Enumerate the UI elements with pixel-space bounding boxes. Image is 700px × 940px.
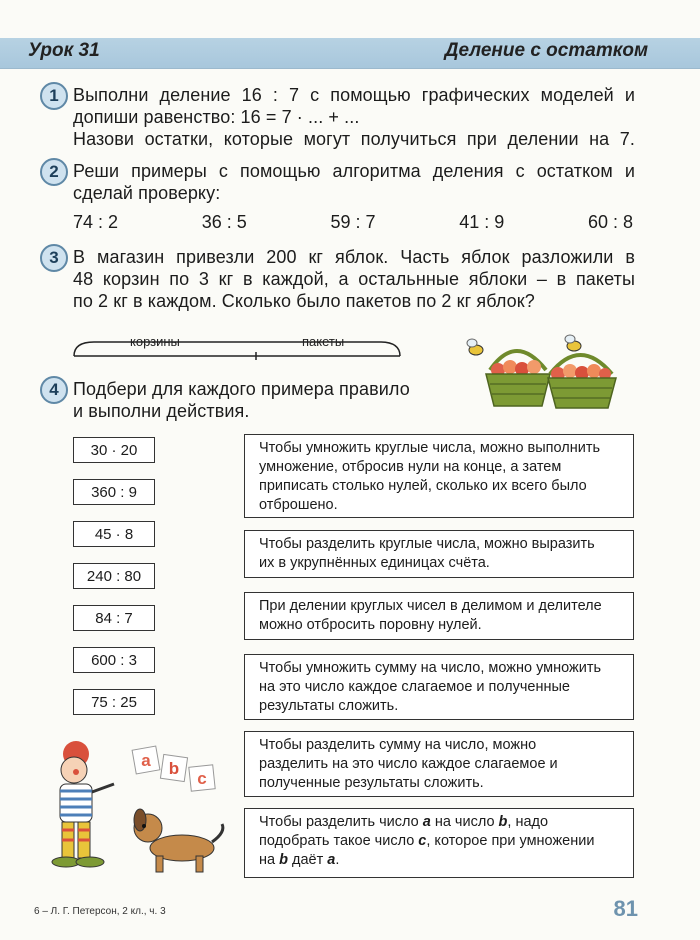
task-number-3: 3 xyxy=(40,244,68,272)
page-number: 81 xyxy=(613,896,638,921)
rule-text-line: Чтобы разделить сумму на число, можно xyxy=(259,737,537,753)
rule-box-4 xyxy=(244,654,634,720)
rule-box-3 xyxy=(244,592,634,640)
rule-text-line: При делении круглых чисел в делимом и делителе xyxy=(259,598,602,614)
task3-line1: В магазин привезли 200 кг яблок. Часть яблок разложили в xyxy=(73,247,635,267)
clown-and-dog-illustration xyxy=(36,736,232,886)
bee-icon xyxy=(467,339,483,355)
segment-diagram xyxy=(70,330,406,360)
rule-box-1 xyxy=(244,434,634,518)
rule-box-5 xyxy=(244,731,634,797)
rule-text-line: полученные результаты сложить. xyxy=(259,775,484,791)
rule-text-line: Чтобы умножить круглые числа, можно выполнить xyxy=(259,440,601,456)
rule-text-line: результаты сложить. xyxy=(259,698,399,714)
block-letter: a xyxy=(141,751,151,770)
example-item: 60 : 8 xyxy=(587,212,633,232)
expression-box: 84 : 7 xyxy=(73,605,155,631)
rule-text-line: умножение, отбросив нули на конце, а затем xyxy=(259,459,562,475)
rule-text-line: приписать столько нулей, сколько их всего было xyxy=(259,478,587,494)
diagram-label-packets: пакеты xyxy=(302,334,345,349)
rule-text-line: на это число каждое слагаемое и полученные xyxy=(259,679,570,695)
task-number-1: 1 xyxy=(40,82,68,110)
example-item: 41 : 9 xyxy=(459,212,505,232)
letter-blocks xyxy=(132,746,215,791)
task3-line2: 48 корзин по 3 кг в каждой, а остальнные яблоки – в пакеты xyxy=(73,269,635,289)
expression-box: 75 : 25 xyxy=(73,689,155,715)
book-source-footer: 6 – Л. Г. Петерсон, 2 кл., ч. 3 xyxy=(34,906,166,917)
rule-box-2 xyxy=(244,530,634,578)
clown-figure xyxy=(52,741,114,867)
rule-text-line: отброшено. xyxy=(259,497,338,513)
example-item: 36 : 5 xyxy=(201,212,247,232)
block-letter: c xyxy=(197,769,207,788)
task2-line1: Реши примеры с помощью алгоритма деления с остатком и xyxy=(73,161,635,181)
task3-line3: по 2 кг в каждом. Сколько было пакетов по 2 кг яблок? xyxy=(73,291,535,311)
rule-box-6 xyxy=(244,808,634,878)
lesson-topic: Деление с остатком xyxy=(444,40,648,61)
rule-text-line: подобрать такое число c, которое при умножении xyxy=(259,833,595,849)
lesson-number: Урок 31 xyxy=(28,40,100,61)
task-number-4: 4 xyxy=(40,376,68,404)
expression-box: 45 · 8 xyxy=(73,521,155,547)
rule-text-line: их в укрупнённых единицах счёта. xyxy=(259,555,490,571)
expression-box: 360 : 9 xyxy=(73,479,155,505)
rule-text-line: можно отбросить поровну нулей. xyxy=(259,617,482,633)
rule-text-line: разделить на это число каждое слагаемое и xyxy=(259,756,558,772)
dog-figure xyxy=(134,809,223,872)
task4-line1: Подбери для каждого примера правило xyxy=(73,379,410,399)
expression-box: 240 : 80 xyxy=(73,563,155,589)
rule-text-line: на b даёт a. xyxy=(259,852,340,868)
task2-line2: сделай проверку: xyxy=(73,183,221,203)
diagram-label-baskets: корзины xyxy=(130,334,180,349)
task4-line2: и выполни действия. xyxy=(73,401,250,421)
rule-text-line: Чтобы умножить сумму на число, можно умножить xyxy=(259,660,602,676)
rule-text-line: Чтобы разделить число a на число b, надо xyxy=(259,814,549,830)
expression-box: 30 · 20 xyxy=(73,437,155,463)
example-item: 59 : 7 xyxy=(330,212,376,232)
rule-text-line: Чтобы разделить круглые числа, можно выразить xyxy=(259,536,595,552)
task1-line2: допиши равенство: 16 = 7 · ... + ... xyxy=(73,107,360,127)
apple-baskets-illustration xyxy=(462,330,632,412)
task1-line3: Назови остатки, которые могут получиться при делении на 7. xyxy=(73,129,635,149)
bee-icon xyxy=(565,335,581,351)
task1-line1: Выполни деление 16 : 7 с помощью графических моделей и xyxy=(73,85,635,105)
example-item: 74 : 2 xyxy=(73,212,119,232)
task-number-2: 2 xyxy=(40,158,68,186)
block-letter: b xyxy=(168,759,180,778)
task2-examples xyxy=(73,212,633,233)
expression-box: 600 : 3 xyxy=(73,647,155,673)
